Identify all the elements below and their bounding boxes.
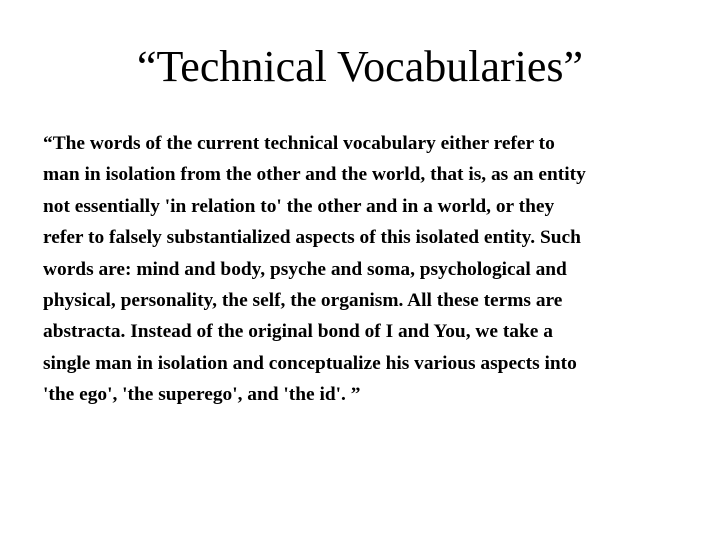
quote-line: physical, personality, the self, the organism. All these terms are [43,290,563,312]
quote-line: man in isolation from the other and the world, that is, as an entity [43,164,586,186]
quote-line: not essentially 'in relation to' the other and in a world, or they [43,195,555,217]
quote-block [43,128,693,411]
slide-title: “Technical Vocabularies” [136,42,584,91]
quote-line: “The words of the current technical vocabulary either refer to [43,133,555,154]
quote-line: 'the ego', 'the superego', and 'the id'. ” [43,384,361,406]
quote-line: refer to falsely substantialized aspects of this isolated entity. Such [43,227,581,249]
quote-line: abstracta. Instead of the original bond of I and You, we take a [43,321,553,343]
quote-line: words are: mind and body, psyche and soma, psychological and [43,258,567,280]
quote-line: single man in isolation and conceptualize his various aspects into [43,352,577,374]
